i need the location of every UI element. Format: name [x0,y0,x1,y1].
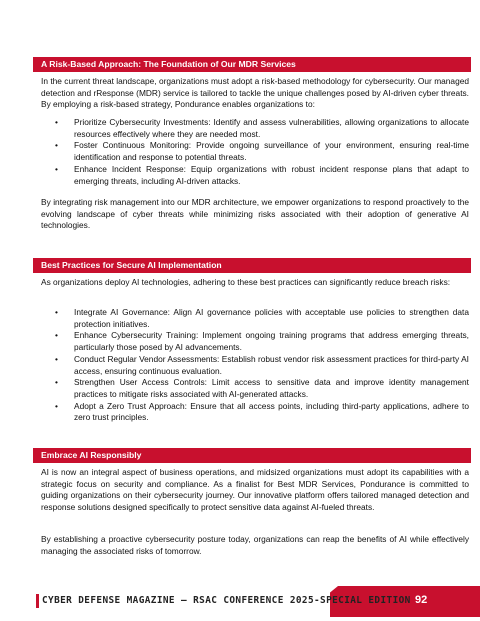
bullet-icon: • [55,163,58,174]
bullet-list-best-practices [41,307,469,424]
section-heading-text: Embrace AI Responsibly [41,450,142,460]
bullet-icon: • [55,117,58,127]
list-item [41,117,469,140]
section-heading-best-practices [33,258,471,273]
list-item [41,140,469,163]
list-item-text: Foster Continuous Monitoring: Provide ongoing surveillance of your environment, ensuring real-time identification and response to potential threats. [74,140,469,163]
bullet-icon: • [55,377,58,388]
bullet-icon: • [55,140,58,151]
list-item [41,307,469,330]
bullet-list-risk [41,117,469,187]
bullet-icon: • [55,400,58,411]
list-item-text: Enhance Incident Response: Equip organizations with robust incident response plans that adapt to emerging threats, including AI-driven attacks. [74,163,469,186]
page-number: 92 [415,594,428,606]
paragraph-embrace-ai-1: AI is now an integral aspect of business operations, and midsized organizations must adopt its capabilities with a strategic focus on security and compliance. As a finalist for Best MDR Services, Pondurance is committed to guiding organizations on their cybersecurity journey. Our innovative platform offers tailored managed detection and response solutions designed specifically to protect sensitive data against AI-fueled threats. [41,467,469,513]
list-item-text: Adopt a Zero Trust Approach: Ensure that all access points, including third-party applications, adhere to zero trust principles. [74,400,469,423]
section-heading-text: A Risk-Based Approach: The Foundation of Our MDR Services [41,59,296,69]
paragraph-risk-intro: In the current threat landscape, organizations must adopt a risk-based methodology for cybersecurity. Our managed detection and rResponse (MDR) service is tailored to tackle the unique challenges posed by AI-driven cyber threats. By employing a risk-based strategy, Pondurance enables organizations to: [41,76,469,110]
footer-publication-title: CYBER DEFENSE MAGAZINE – RSAC CONFERENCE 2025-SPECIAL EDITION [42,595,411,606]
list-item-text: Conduct Regular Vendor Assessments: Establish robust vendor risk assessment practices for third-party AI access, ensuring continuous evaluation. [74,353,469,376]
list-item-text: Prioritize Cybersecurity Investments: Identify and assess vulnerabilities, allowing organizations to allocate resources effectively where they are needed most. [74,117,469,139]
footer-accent-rule [36,594,39,608]
list-item [41,330,469,353]
paragraph-risk-closing: By integrating risk management into our MDR architecture, we empower organizations to respond proactively to the evolving landscape of cyber threats while minimizing risks associated with their adoption of generative AI technologies. [41,197,469,231]
list-item [41,164,469,187]
list-item [41,401,469,424]
paragraph-embrace-ai-2: By establishing a proactive cybersecurity posture today, organizations can reap the benefits of AI while effectively managing the associated risks of tomorrow. [41,534,469,556]
list-item-text: Integrate AI Governance: Align AI governance policies with acceptable use policies to strengthen data protection initiatives. [74,307,469,329]
list-item-text: Strengthen User Access Controls: Limit access to sensitive data and improve identity management practices to mitigate risks associated with AI-generated attacks. [74,377,469,399]
bullet-icon: • [55,307,58,317]
section-heading-text: Best Practices for Secure AI Implementation [41,260,222,270]
bullet-icon: • [55,330,58,341]
paragraph-best-practices-intro: As organizations deploy AI technologies, adhering to these best practices can significantly reduce breach risks: [41,277,451,287]
list-item [41,377,469,400]
bullet-icon: • [55,353,58,364]
list-item [41,354,469,377]
section-heading-embrace-ai [33,448,471,463]
section-heading-risk-based [33,57,471,72]
list-item-text: Enhance Cybersecurity Training: Implement ongoing training programs that address emerging threats, particularly those posed by AI advancements. [74,330,469,353]
